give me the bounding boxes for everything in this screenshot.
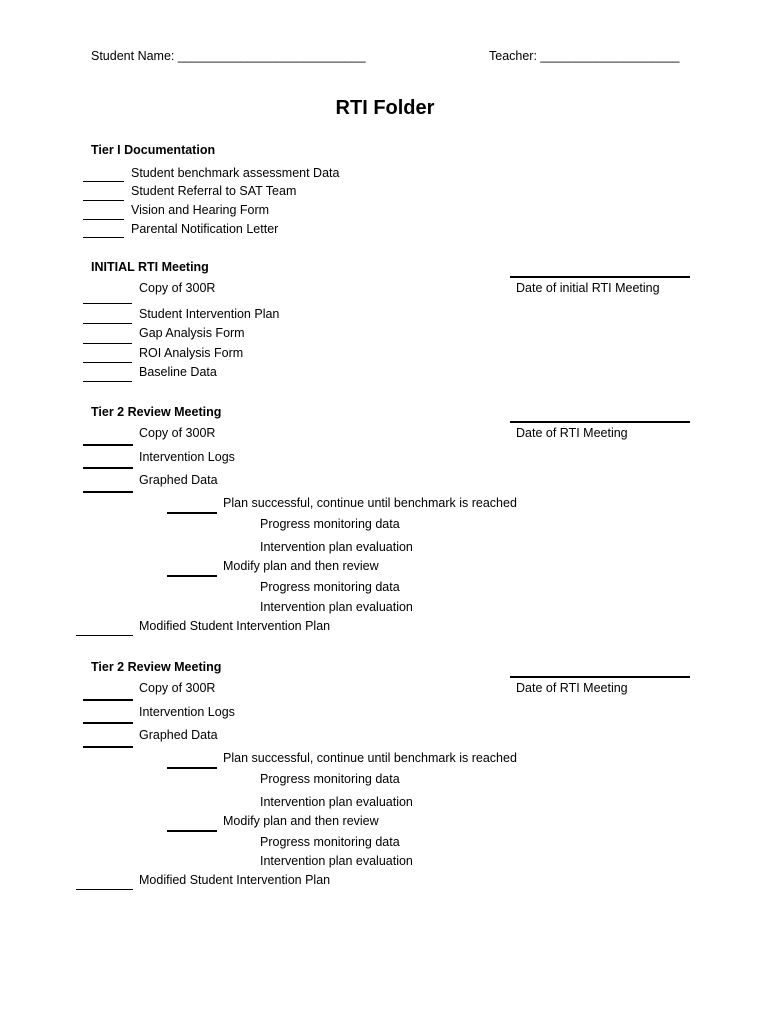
page-title: RTI Folder <box>335 97 435 119</box>
review2-modified-plan: Modified Student Intervention Plan <box>139 873 331 887</box>
review2-intervention-eval-a: Intervention plan evaluation <box>260 795 413 809</box>
tier1-checkline-4 <box>83 237 124 238</box>
review2-modify-plan: Modify plan and then review <box>223 814 379 828</box>
review2-plan-successful: Plan successful, continue until benchmark is reached <box>223 751 517 765</box>
review1-modify-plan: Modify plan and then review <box>223 559 379 573</box>
review1-checkline-modified-plan <box>76 635 133 636</box>
initial-checkline-1 <box>83 303 132 304</box>
initial-checkline-2 <box>83 323 132 324</box>
tier1-checkline-2 <box>83 200 124 201</box>
review1-checkline-copy <box>83 444 133 446</box>
review1-intervention-eval-a: Intervention plan evaluation <box>260 540 413 554</box>
review1-intervention-eval-b: Intervention plan evaluation <box>260 600 413 614</box>
tier1-checkline-1 <box>83 181 124 182</box>
review1-intervention-logs: Intervention Logs <box>139 450 235 464</box>
review1-checkline-modify-plan <box>167 575 217 577</box>
review1-plan-successful: Plan successful, continue until benchmark is reached <box>223 496 517 510</box>
initial-checkline-4 <box>83 362 132 363</box>
review2-progress-monitoring-a: Progress monitoring data <box>260 772 400 786</box>
teacher-field: Teacher: ____________________ <box>489 49 680 63</box>
review1-date-line <box>510 421 690 423</box>
review2-intervention-logs: Intervention Logs <box>139 705 235 719</box>
review2-heading: Tier 2 Review Meeting <box>91 660 222 674</box>
review1-progress-monitoring-b: Progress monitoring data <box>260 580 400 594</box>
tier1-item-parental: Parental Notification Letter <box>131 222 279 236</box>
review1-modified-plan: Modified Student Intervention Plan <box>139 619 331 633</box>
review2-checkline-graphed <box>83 746 133 748</box>
initial-item-baseline: Baseline Data <box>139 365 217 379</box>
initial-date-label: Date of initial RTI Meeting <box>516 281 660 295</box>
review1-checkline-plan-successful <box>167 512 217 514</box>
initial-date-line <box>510 276 690 278</box>
review2-date-line <box>510 676 690 678</box>
initial-heading: INITIAL RTI Meeting <box>91 260 209 274</box>
tier1-item-benchmark: Student benchmark assessment Data <box>131 166 340 180</box>
initial-checkline-5 <box>83 381 132 382</box>
review2-graphed-data: Graphed Data <box>139 728 218 742</box>
review1-graphed-data: Graphed Data <box>139 473 218 487</box>
review2-checkline-modified-plan <box>76 889 133 890</box>
tier1-item-referral: Student Referral to SAT Team <box>131 184 297 198</box>
initial-item-gap-analysis: Gap Analysis Form <box>139 326 245 340</box>
tier1-heading: Tier I Documentation <box>91 143 216 157</box>
review2-intervention-eval-b: Intervention plan evaluation <box>260 854 413 868</box>
initial-checkline-3 <box>83 343 132 344</box>
review2-checkline-copy <box>83 699 133 701</box>
initial-item-intervention-plan: Student Intervention Plan <box>139 307 280 321</box>
tier1-checkline-3 <box>83 219 124 220</box>
review1-copy-300r: Copy of 300R <box>139 426 216 440</box>
review2-progress-monitoring-b: Progress monitoring data <box>260 835 400 849</box>
review2-date-label: Date of RTI Meeting <box>516 681 628 695</box>
review2-checkline-plan-successful <box>167 767 217 769</box>
review2-checkline-modify-plan <box>167 830 217 832</box>
initial-item-roi-analysis: ROI Analysis Form <box>139 346 244 360</box>
review1-progress-monitoring-a: Progress monitoring data <box>260 517 400 531</box>
student-name-field: Student Name: ___________________________ <box>91 49 366 63</box>
tier1-item-vision: Vision and Hearing Form <box>131 203 270 217</box>
review2-copy-300r: Copy of 300R <box>139 681 216 695</box>
initial-copy-300r: Copy of 300R <box>139 281 216 295</box>
review2-checkline-logs <box>83 722 133 724</box>
review1-date-label: Date of RTI Meeting <box>516 426 628 440</box>
review1-checkline-graphed <box>83 491 133 493</box>
review1-checkline-logs <box>83 467 133 469</box>
review1-heading: Tier 2 Review Meeting <box>91 405 222 419</box>
